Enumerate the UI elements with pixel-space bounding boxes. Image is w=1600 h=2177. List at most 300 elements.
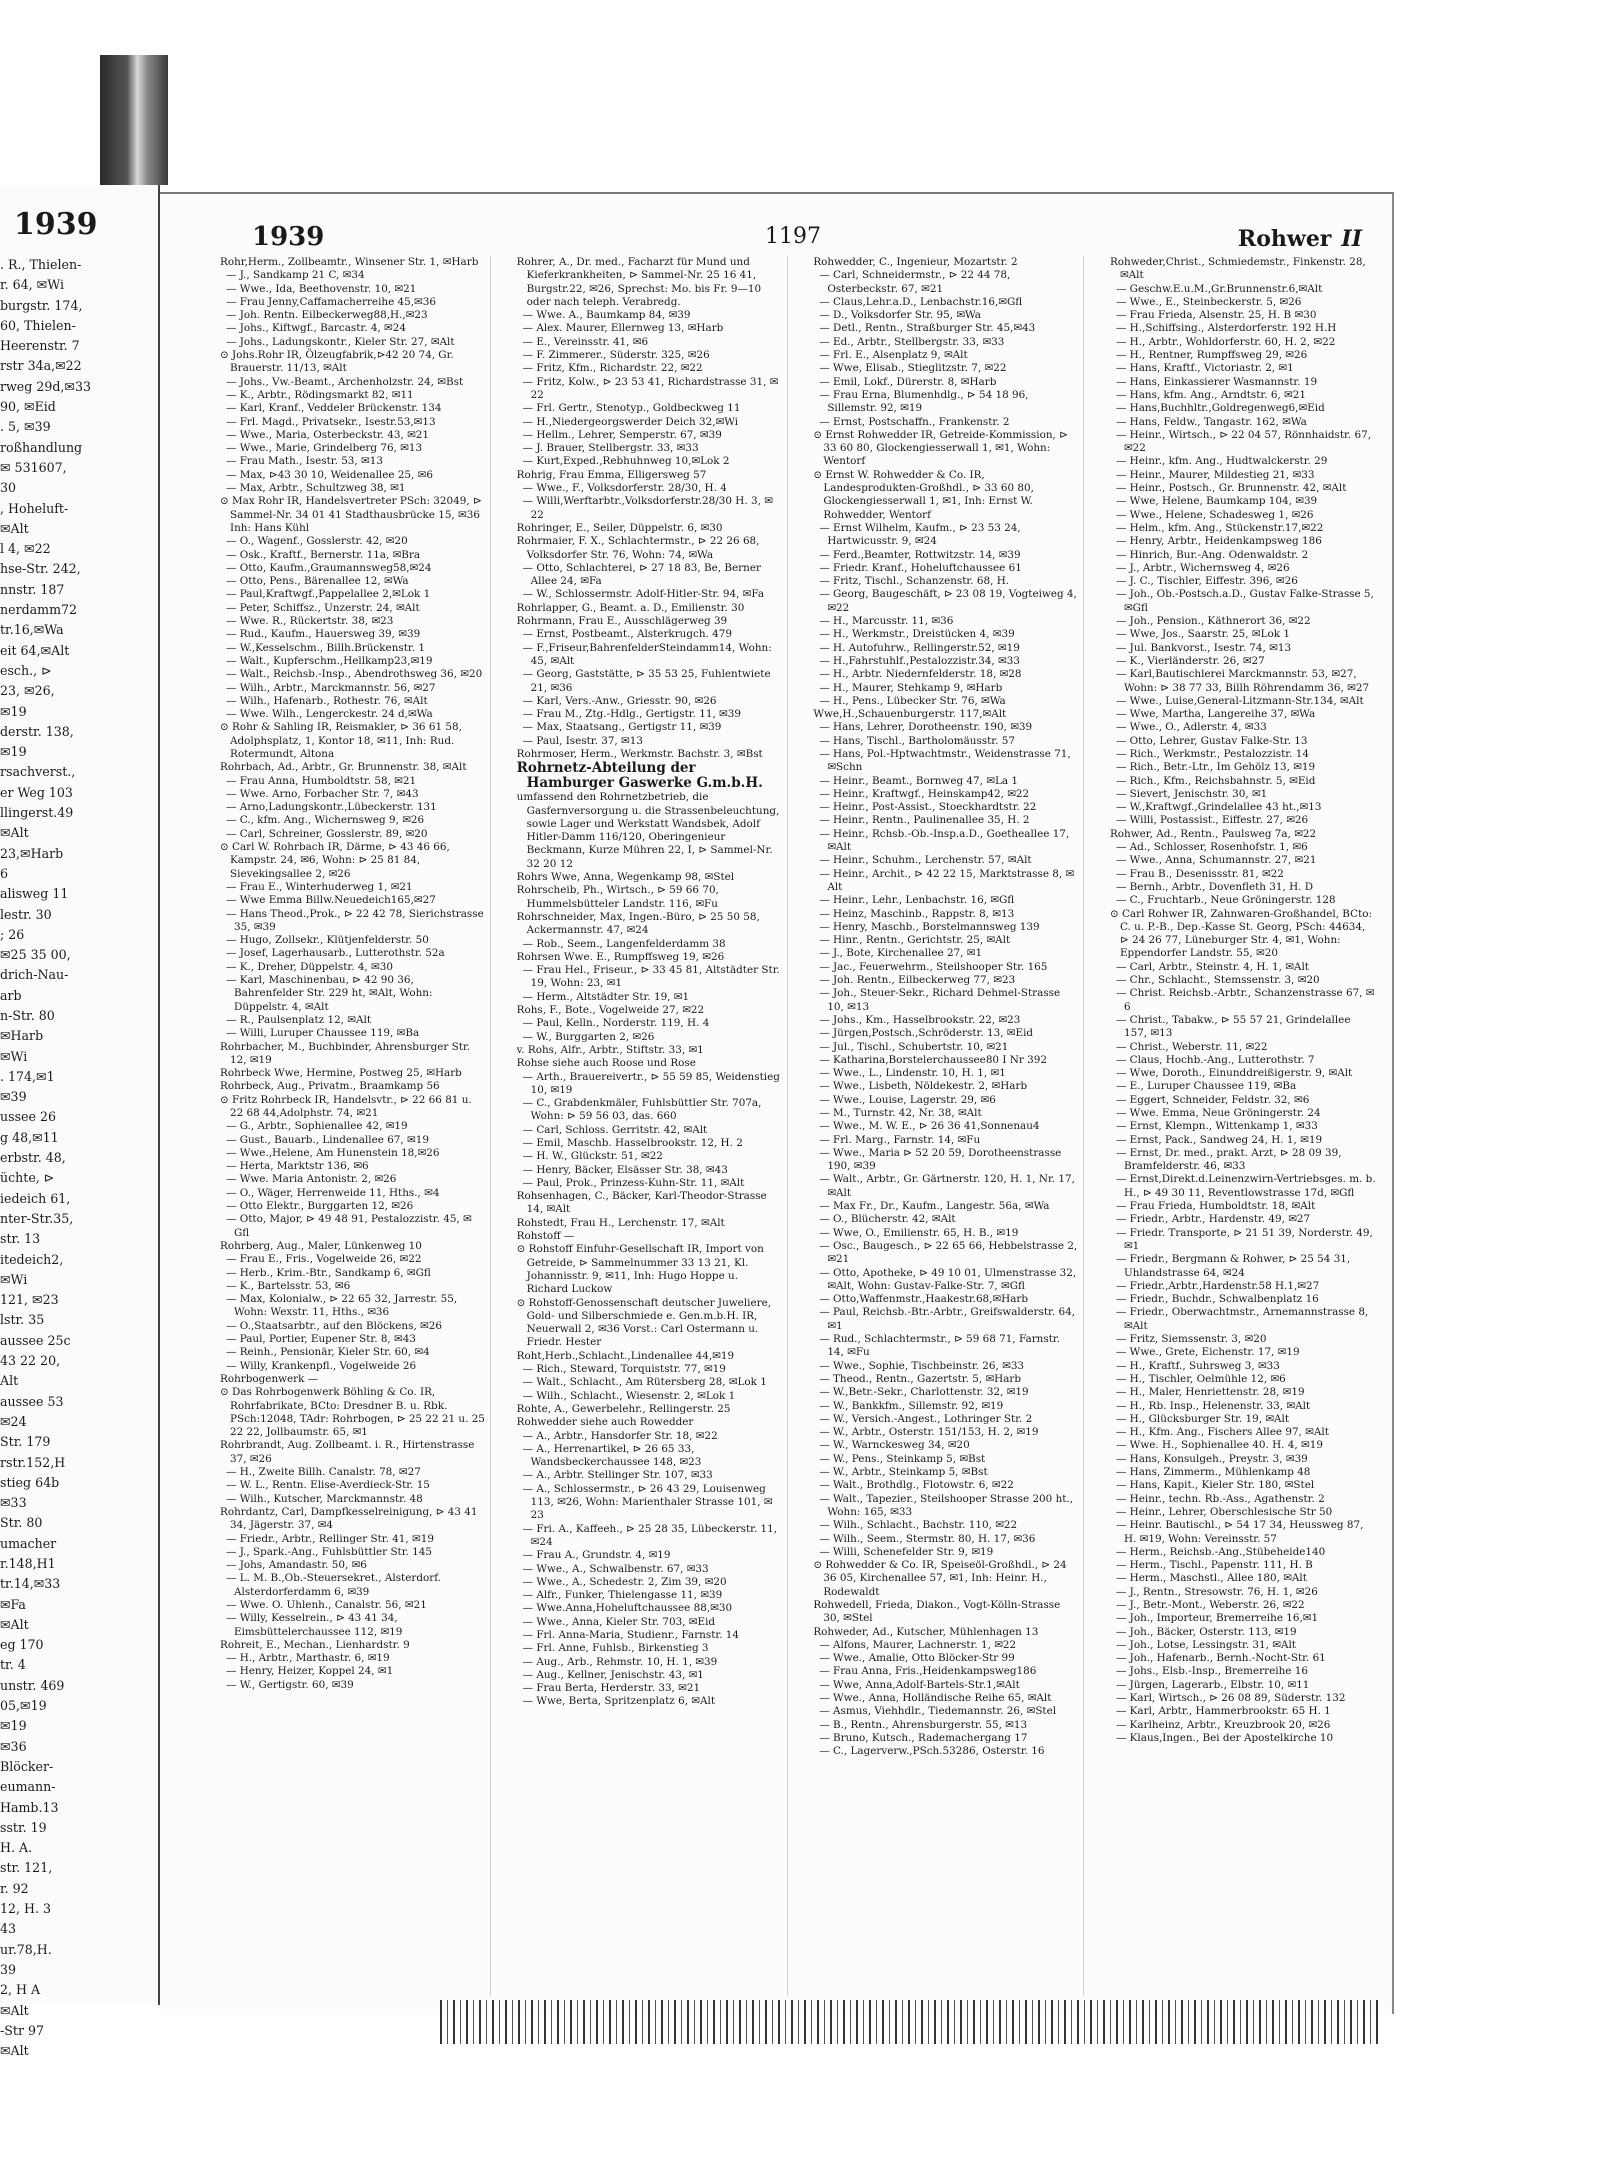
directory-entry: — Hans, Feldw., Tangastr. 162, ✉Wa (1115, 415, 1307, 428)
directory-entry: — Rich., Betr.-Ltr., Im Gehölz 13, ✉19 (1115, 761, 1316, 774)
directory-entry: — Karl, Vers.-Anw., Griesstr. 90, ✉26 (522, 694, 717, 707)
previous-page-line: 90, ✉Eid (0, 399, 56, 415)
directory-entry: — W., Bankkfm., Sillemstr. 92, ✉19 (819, 1399, 1004, 1412)
directory-entry: — Paul, Prok., Prinzess-Kuhn-Str. 11, ✉Alt (522, 1176, 745, 1189)
previous-page-line: str. 13 (0, 1231, 41, 1247)
directory-entry: — Wilh., Schlacht., Wiesenstr. 2, ✉Lok 1 (522, 1389, 736, 1402)
directory-entry: — Friedr.,Arbtr.,Hardenstr.58 H.1,✉27 (1115, 1279, 1320, 1292)
previous-page-line: Str. 179 (0, 1434, 51, 1450)
directory-entry: — Ad., Schlosser, Rosenhofstr. 1, ✉6 (1115, 841, 1308, 854)
directory-entry: — Jürgen, Lagerarb., Elbstr. 10, ✉11 (1115, 1678, 1310, 1691)
directory-entry: — Paul, Reichsb.-Btr.-Arbtr., Greifswalderstr. 64, ✉1 (819, 1306, 1075, 1332)
directory-entry: — Frl. E., Alsenplatz 9, ✉Alt (819, 349, 968, 362)
directory-entry: — Kurt,Exped.,Rebhuhnweg 10,✉Lok 2 (522, 455, 730, 468)
directory-entry: — Max Fr., Dr., Kaufm., Langestr. 56a, ✉Wa (819, 1200, 1050, 1213)
directory-entry: — Walt., Tapezier., Steilshooper Strasse 200 ht., Wohn: 165, ✉33 (819, 1492, 1074, 1518)
directory-entry: — Wwe., Lisbeth, Nöldekestr. 2, ✉Harb (819, 1080, 1028, 1093)
directory-entry: — Theod., Rentn., Gazertstr. 5, ✉Harb (819, 1372, 1022, 1385)
previous-page-line: aussee 53 (0, 1393, 64, 1409)
directory-entry: — H., Werkmstr., Dreistücken 4, ✉39 (819, 628, 1015, 641)
column-4 (1110, 256, 1380, 1996)
directory-entry: — Henry, Heizer, Koppel 24, ✉1 (226, 1665, 394, 1678)
directory-entry: — Frau Erna, Blumenhdlg., ⊳ 54 18 96, Sillemstr. 92, ✉19 (819, 388, 1029, 415)
directory-entry: — Wwe. A., Baumkamp 84, ✉39 (522, 309, 691, 322)
directory-entry: umfassend den Rohrnetzbetrieb, die Gasfernversorgung u. die Strassenbeleuchtung, sowie Lager und Werkstatt Wandsbek, Adolf Hitler-Damm 116/120, Oberingenieur Beckmann, Kurze Mühren 22, I, ⊳ Sammel-Nr. 32 20 12 (516, 791, 780, 870)
directory-entry: — Hinr., Rentn., Gerichtstr. 25, ✉Alt (819, 934, 1011, 947)
previous-page-line: ✉Wi (0, 1048, 28, 1064)
previous-page-line: eg 170 (0, 1637, 44, 1653)
directory-entry: — Wwe. R., Rückertstr. 38, ✉23 (226, 615, 394, 628)
previous-page-line: 30 (0, 480, 17, 496)
directory-entry: — H., Maler, Henriettenstr. 28, ✉19 (1115, 1386, 1305, 1399)
directory-entry: — Fritz, Kolw., ⊳ 23 53 41, Richardstrasse 31, ✉22 (522, 375, 779, 401)
directory-entry: — H.,Schiffsing., Alsterdorferstr. 192 H.H (1115, 322, 1337, 335)
directory-entry: — Joh., Hafenarb., Bernh.-Nocht-Str. 61 (1115, 1652, 1326, 1665)
previous-page-line: burgstr. 174, (0, 297, 83, 313)
directory-entry: — Carl, Schneidermstr., ⊳ 22 44 78, Osterbeckstr. 67, ✉21 (819, 269, 1011, 295)
directory-entry: — G., Arbtr., Sophienallee 42, ✉19 (226, 1120, 408, 1133)
directory-entry: — Wwe., Maria, Osterbeckstr. 43, ✉21 (226, 428, 430, 441)
directory-entry: — Joh., Steuer-Sekr., Richard Dehmel-Strasse 10, ✉13 (819, 987, 1061, 1013)
directory-entry: — Alfr., Funker, Thielengasse 11, ✉39 (522, 1589, 723, 1602)
previous-page-line: tr. 4 (0, 1657, 26, 1673)
directory-entry: — C., kfm. Ang., Wichernsweg 9, ✉26 (226, 814, 425, 827)
directory-entry: — Friedr. Transporte, ⊳ 21 51 39, Norderstr. 49, ✉1 (1115, 1226, 1373, 1252)
directory-entry: — Bruno, Kutsch., Rademachergang 17 (819, 1731, 1028, 1744)
directory-entry: — Joh., Bäcker, Osterstr. 113, ✉19 (1115, 1625, 1297, 1638)
directory-entry: — Ernst, Postbeamt., Alsterkrugch. 479 (522, 628, 732, 641)
directory-entry: — Heinr., Beamt., Bornweg 47, ✉La 1 (819, 774, 1018, 787)
directory-entry: — Friedr., Bergmann & Rohwer, ⊳ 25 54 31, Uhlandstrasse 64, ✉24 (1115, 1253, 1351, 1279)
directory-entry: — Joh. Rentn., Eilbeckerweg 77, ✉23 (819, 974, 1016, 987)
directory-entry: — Max, Kolonialw., ⊳ 22 65 32, Jarrestr. 55, Wohn: Wexstr. 11, Hths., ✉36 (226, 1293, 458, 1319)
previous-page-line: 60, Thielen- (0, 317, 76, 333)
directory-entry: — Wwe., Ida, Beethovenstr. 10, ✉21 (226, 282, 417, 295)
directory-entry: — Hans,Buchhltr.,Goldregenweg6,✉Eid (1115, 402, 1325, 415)
directory-page (160, 192, 1394, 2014)
directory-entry: — Rich., Kfm., Reichsbahnstr. 5, ✉Eid (1115, 774, 1316, 787)
previous-page-line: unstr. 469 (0, 1677, 65, 1693)
directory-entry: — Wwe. Maria Antonistr. 2, ✉26 (226, 1173, 397, 1186)
directory-entry: — Hans, Pol.-Hptwachtmstr., Weidenstrasse 71, ✉Schn (819, 747, 1071, 774)
previous-page-line: aussee 25c (0, 1332, 71, 1348)
directory-entry: — Wwe. Wilh., Lengerckestr. 24 d,✉Wa (226, 708, 433, 721)
directory-entry: — Otto, Major, ⊳ 49 48 91, Pestalozzistr. 45, ✉Gfl (226, 1213, 472, 1239)
directory-entry: — Ferd.,Beamter, Rottwitzstr. 14, ✉39 (819, 548, 1021, 561)
directory-entry: Rohrmann, Frau E., Ausschlägerweg 39 (516, 615, 728, 628)
directory-entry: Rohrdantz, Carl, Dampfkesselreinigung, ⊳ 43 41 34, Jägerstr. 37, ✉4 (220, 1505, 478, 1532)
directory-entry: — Christ., Tabakw., ⊳ 55 57 21, Grindelallee 157, ✉13 (1115, 1013, 1351, 1040)
directory-entry: — W. L., Rentn. Elise-Averdieck-Str. 15 (226, 1479, 430, 1492)
previous-page-line: ✉39 (0, 1089, 27, 1105)
previous-page-line: Alt (0, 1373, 19, 1389)
directory-entry: — F.,Friseur,BahrenfelderSteindamm14, Wohn: 45, ✉Alt (522, 641, 772, 667)
previous-page-line: stieg 64b (0, 1474, 60, 1490)
directory-entry: Rohwedell, Frieda, Diakon., Vogt-Kölln-Strasse 30, ✉Stel (813, 1598, 1061, 1625)
directory-entry: — O.,Staatsarbtr., auf den Blöckens, ✉26 (226, 1319, 442, 1332)
directory-entry: — Wwe., O., Adlerstr. 4, ✉33 (1115, 721, 1267, 734)
directory-entry: — Frau E., Winterhuderweg 1, ✉21 (226, 880, 413, 893)
directory-entry: — H., Glücksburger Str. 19, ✉Alt (1115, 1412, 1290, 1425)
directory-entry: — Otto, Pens., Bärenallee 12, ✉Wa (226, 575, 409, 588)
directory-entry: — Max, Staatsang., Gertigstr 11, ✉39 (522, 721, 722, 734)
directory-entry: — Wwe., Luise,General-Litzmann-Str.134, ✉Alt (1115, 694, 1364, 707)
directory-entry: Rohse siehe auch Roose und Rose (516, 1057, 696, 1070)
directory-entry: — H. W., Glückstr. 51, ✉22 (522, 1150, 663, 1163)
directory-entry: — Wwe, Jos., Saarstr. 25, ✉Lok 1 (1115, 628, 1290, 641)
directory-entry: — Gust., Bauarb., Lindenallee 67, ✉19 (226, 1133, 429, 1146)
directory-entry: — Heinr., Post-Assist., Stoeckhardtstr. 22 (819, 801, 1037, 814)
directory-entry: — Paul, Isestr. 37, ✉13 (522, 734, 643, 747)
directory-entry: ⊙ Johs.Rohr IR, Ölzeugfabrik,⊳42 20 74, Gr. Brauerstr. 11/13, ✉Alt (220, 349, 454, 375)
directory-entry: — Wwe, Anna,Adolf-Bartels-Str.1,✉Alt (819, 1678, 1020, 1691)
directory-entry: — Heinr., Lehrer, Oberschlesische Str 50 (1115, 1505, 1333, 1518)
directory-entry: — J., Bote, Kirchenallee 27, ✉1 (819, 947, 983, 960)
scan-edge-artifact (440, 2000, 1380, 2044)
previous-page-line: 23, ✉26, (0, 683, 55, 699)
running-head-section: II (1341, 226, 1362, 252)
directory-entry: — Wwe., Grete, Eichenstr. 17, ✉19 (1115, 1346, 1300, 1359)
directory-entry: — H., Tischler, Oelmühle 12, ✉6 (1115, 1372, 1286, 1385)
directory-entry: Wwe,H.,Schauenburgerstr. 117,✉Alt (813, 708, 1007, 721)
previous-page-line: ✉19 (0, 744, 27, 760)
directory-entry: — Helm., kfm. Ang., Stückenstr.17,✉22 (1115, 521, 1324, 534)
directory-entry: — Frau Berta, Herderstr. 33, ✉21 (522, 1682, 701, 1695)
directory-entry: — Jul., Tischl., Schubertstr. 10, ✉21 (819, 1040, 1009, 1053)
directory-entry: — Heinr., kfm. Ang., Hudtwalckerstr. 29 (1115, 455, 1328, 468)
directory-entry: — Henry, Maschb., Borstelmannsweg 139 (819, 920, 1040, 933)
directory-entry: — W., Pens., Steinkamp 5, ✉Bst (819, 1452, 986, 1465)
directory-entry: — K., Dreher, Düppelstr. 4, ✉30 (226, 960, 393, 973)
previous-page-line: rstr 34a,✉22 (0, 358, 82, 374)
directory-entry: — Aug., Kellner, Jenischstr. 43, ✉1 (522, 1668, 704, 1681)
directory-entry: — L. M. B.,Ob.-Steuersekret., Alsterdorf. Alsterdorferdamm 6, ✉39 (226, 1572, 442, 1598)
directory-entry: — Carl, Schreiner, Gosslerstr. 89, ✉20 (226, 827, 428, 840)
previous-page-line: ✉Alt (0, 1616, 29, 1632)
directory-entry: — Heinr., Postsch., Gr. Brunnenstr. 42, ✉Alt (1115, 482, 1347, 495)
directory-entry: — Hans, kfm. Ang., Arndtstr. 6, ✉21 (1115, 388, 1306, 401)
directory-entry: — Alfons, Maurer, Lachnerstr. 1, ✉22 (819, 1638, 1017, 1651)
previous-page-line: 12, H. 3 (0, 1901, 52, 1917)
directory-entry: — Friedr., Arbtr., Hardenstr. 49, ✉27 (1115, 1213, 1311, 1226)
directory-entry: — Friedr., Oberwachtmstr., Arnemannstrasse 8, ✉Alt (1115, 1306, 1369, 1332)
previous-page-line: arb (0, 987, 22, 1003)
directory-entry: — Christ. Reichsb.-Arbtr., Schanzenstrasse 67, ✉6 (1115, 987, 1375, 1013)
directory-entry: — C., Grabdenkmäler, Fuhlsbüttler Str. 707a, Wohn: ⊳ 59 56 03, das. 660 (522, 1097, 762, 1123)
previous-page-line: tr.14,✉33 (0, 1576, 61, 1592)
previous-page-line: r.148,H1 (0, 1556, 56, 1571)
directory-entry: — H., Arbtr., Wohldorferstr. 60, H. 2, ✉22 (1115, 335, 1336, 348)
directory-entry: — Karl, Kranf., Veddeler Brückenstr. 134 (226, 402, 442, 415)
directory-entry: Rohrs Wwe, Anna, Wegenkamp 98, ✉Stel (516, 871, 735, 884)
directory-entry: — Henry, Bäcker, Elsässer Str. 38, ✉43 (522, 1163, 728, 1176)
directory-entry: — Walt., Schlacht., Am Rütersberg 28, ✉Lok 1 (522, 1376, 767, 1389)
directory-entry: — Henry, Arbtr., Heidenkampsweg 186 (1115, 535, 1322, 548)
directory-entry: — Frau Anna, Fris.,Heidenkampsweg186 (819, 1665, 1037, 1678)
directory-entry: — K., Arbtr., Rödingsmarkt 82, ✉11 (226, 388, 414, 401)
directory-entry: — Heinr., Schuhm., Lerchenstr. 57, ✉Alt (819, 854, 1032, 867)
directory-entry: — Frl. Magd., Privatsekr., Isestr.53,✉13 (226, 415, 436, 428)
directory-entry: — Ernst, Dr. med., prakt. Arzt, ⊳ 28 09 39, Bramfelderstr. 46, ✉33 (1115, 1146, 1342, 1173)
directory-entry: — Rud., Schlachtermstr., ⊳ 59 68 71, Farnstr. 14, ✉Fu (819, 1333, 1061, 1359)
directory-entry: — Georg, Gaststätte, ⊳ 35 53 25, Fuhlentwiete 21, ✉36 (522, 668, 771, 694)
previous-page-line: derstr. 138, (0, 723, 74, 739)
directory-entry: Rohrmaier, F. X., Schlachtermstr., ⊳ 22 26 68, Volksdorfer Str. 76, Wohn: 74, ✉Wa (516, 535, 760, 561)
directory-entry: — Joh., Importeur, Bremerreihe 16,✉1 (1115, 1612, 1319, 1625)
directory-entry: Rohwer, Ad., Rentn., Paulsweg 7a, ✉22 (1109, 827, 1317, 840)
directory-entry: — Johs., Ladungskontr., Kieler Str. 27, ✉Alt (226, 335, 455, 348)
previous-page-line: eit 64,✉Alt (0, 642, 70, 658)
directory-entry: Rohr,Herm., Zollbeamtr., Winsener Str. 1, ✉Harb (220, 256, 479, 268)
directory-entry: Rohweder, Ad., Kutscher, Mühlenhagen 13 (813, 1625, 1039, 1638)
previous-page-line: r. 92 (0, 1880, 29, 1896)
directory-entry: Roht,Herb.,Schlacht.,Lindenallee 44,✉19 (516, 1349, 735, 1362)
directory-entry: — Heinr., Maurer, Mildestieg 21, ✉33 (1115, 468, 1315, 481)
directory-entry: Rohstoff — (516, 1230, 575, 1243)
directory-entry: Rohs, F., Bote., Vogelweide 27, ✉22 (516, 1004, 705, 1017)
previous-page-line: 121, ✉23 (0, 1292, 59, 1308)
previous-page-line: str. 121, (0, 1860, 53, 1876)
directory-entry: — Carl, Schloss. Gerritstr. 42, ✉Alt (522, 1123, 708, 1136)
directory-entry: — J. C., Tischler, Eiffestr. 396, ✉26 (1115, 575, 1298, 588)
directory-entry: — Friedr., Buchdr., Schwalbenplatz 16 (1115, 1293, 1319, 1306)
directory-entry: — F. Zimmerer., Süderstr. 325, ✉26 (522, 349, 710, 362)
directory-entry: Rohrscheib, Ph., Wirtsch., ⊳ 59 66 70, Hummelsbütteler Landstr. 116, ✉Fu (516, 884, 719, 910)
previous-page-line: esch., ⊳ (0, 662, 52, 678)
directory-entry: — A., Arbtr., Hansdorfer Str. 18, ✉22 (522, 1429, 718, 1442)
directory-entry: — Herm., Tischl., Papenstr. 111, H. B (1115, 1559, 1313, 1572)
directory-entry: — O., Wagenf., Gosslerstr. 42, ✉20 (226, 535, 408, 548)
previous-page-line: sstr. 19 (0, 1819, 47, 1835)
previous-page-line: ✉Wi (0, 1271, 28, 1287)
directory-entry: — Johs., Vw.-Beamt., Archenholzstr. 24, ✉Bst (226, 375, 464, 388)
previous-page-line: g 48,✉11 (0, 1129, 59, 1145)
directory-entry: Rohrberg, Aug., Maler, Lünkenweg 10 (220, 1239, 422, 1252)
previous-page-line: ✉36 (0, 1738, 27, 1754)
previous-page-line: itedeich2, (0, 1251, 64, 1267)
previous-page-line: ✉19 (0, 703, 27, 719)
previous-page-line: Heerenstr. 7 (0, 338, 80, 354)
directory-entry: — H., Marcusstr. 11, ✉36 (819, 615, 954, 628)
directory-entry: — W.,Kraftwgf.,Grindelallee 43 ht.,✉13 (1115, 801, 1322, 814)
directory-entry: — A., Schlossermstr., ⊳ 26 43 29, Louisenweg 113, ✉26, Wohn: Marienthaler Strasse 101, ✉23 (522, 1482, 773, 1522)
previous-page-line: roßhandlung (0, 439, 83, 455)
previous-page-line: ✉25 35 00, (0, 947, 71, 963)
directory-entry: — Walt., Kupferschm.,Hellkamp23,✉19 (226, 654, 433, 667)
directory-entry: — H., Pens., Lübecker Str. 76, ✉Wa (819, 694, 1006, 707)
directory-entry: — R., Paulsenplatz 12, ✉Alt (226, 1013, 371, 1026)
directory-entry: — W., Versich.-Angest., Lothringer Str. 2 (819, 1412, 1033, 1425)
directory-entry: — D., Volksdorfer Str. 95, ✉Wa (819, 309, 981, 322)
directory-entry: — Hellm., Lehrer, Semperstr. 67, ✉39 (522, 428, 722, 441)
running-head (1238, 226, 1362, 252)
previous-page-line: ur.78,H. (0, 1941, 52, 1957)
directory-entry: — Wwe., A., Schwalbenstr. 67, ✉33 (522, 1562, 709, 1575)
directory-entry: — Fritz, Tischl., Schanzenstr. 68, H. (819, 575, 1010, 588)
directory-entry: — Wilh., Schlacht., Bachstr. 110, ✉22 (819, 1519, 1018, 1532)
directory-entry: — Herm., Maschstl., Allee 180, ✉Alt (1115, 1572, 1307, 1585)
directory-entry: — Frau Anna, Humboldtstr. 58, ✉21 (226, 774, 417, 787)
directory-entry: — Herta, Marktstr 136, ✉6 (226, 1160, 369, 1173)
directory-entry: — A., Herrenartikel, ⊳ 26 65 33, Wandsbeckerchaussee 148, ✉23 (522, 1442, 702, 1469)
directory-entry: — Wilh., Arbtr., Marckmannstr. 56, ✉27 (226, 681, 436, 694)
directory-entry: — Katharina,Borstelerchaussee80 I Nr 392 (819, 1053, 1047, 1066)
previous-page-line: -Str 97 (0, 2022, 44, 2038)
directory-entry: — Hans, Kapit., Kieler Str. 180, ✉Stel (1115, 1479, 1315, 1492)
directory-entry: — Reinh., Pensionär, Kieler Str. 60, ✉4 (226, 1346, 430, 1359)
directory-entry: — Claus, Hochb.-Ang., Lutterothstr. 7 (1115, 1053, 1315, 1066)
directory-entry: — Joh., Pension., Käthnerort 36, ✉22 (1115, 615, 1311, 628)
directory-entry: Rohsenhagen, C., Bäcker, Karl-Theodor-Strasse 14, ✉Alt (516, 1190, 767, 1216)
directory-entry: — W., Schlossermstr. Adolf-Hitler-Str. 94, ✉Fa (522, 588, 765, 601)
directory-entry: — Wilh., Seem., Stermstr. 80, H. 17, ✉36 (819, 1532, 1036, 1545)
directory-entry: — Arth., Brauereivertr., ⊳ 55 59 85, Weidenstieg 10, ✉19 (522, 1070, 780, 1096)
previous-page-line: ✉24 (0, 1413, 27, 1429)
directory-entry: Rohrlapper, G., Beamt. a. D., Emilienstr. 30 (516, 601, 745, 614)
directory-entry: — Karl, Wirtsch., ⊳ 26 08 89, Süderstr. 132 (1115, 1692, 1346, 1705)
directory-entry: ⊙ Ernst W. Rohwedder & Co. IR, Landesprodukten-Großhdl., ⊳ 33 60 80, Glockengiesserwall 1, ✉1, Inh: Ernst W. Rohwedder, Wentorf (813, 468, 1034, 521)
directory-entry: — Karl, Maschinenbau, ⊳ 42 90 36, Bahrenfelder Str. 229 ht, ✉Alt, Wohn: Düppelstr. 4, ✉Alt (226, 974, 433, 1013)
directory-entry: ⊙ Carl W. Rohrbach IR, Därme, ⊳ 43 46 66, Kampstr. 24, ✉6, Wohn: ⊳ 25 81 84, Sievekingsallee 2, ✉26 (220, 841, 450, 880)
directory-entry: — Hans, Kraftf., Victoriastr. 2, ✉1 (1115, 362, 1294, 375)
directory-entry: — Heinr., Wirtsch., ⊳ 22 04 57, Rönnhaidstr. 67, ✉22 (1115, 428, 1372, 455)
directory-entry: — Wilh., Hafenarb., Rothestr. 76, ✉Alt (226, 694, 428, 707)
page-number: 1197 (765, 224, 821, 249)
directory-entry: — Heinr. Bautischl., ⊳ 54 17 34, Heussweg 87, H. ✉19, Wohn: Vereinsstr. 57 (1115, 1519, 1364, 1545)
directory-entry: — Joh., Lotse, Lessingstr. 31, ✉Alt (1115, 1638, 1296, 1651)
directory-entry: — Frau Math., Isestr. 53, ✉13 (226, 455, 383, 468)
directory-entry: — H., Rentner, Rumpffsweg 29, ✉26 (1115, 349, 1308, 362)
directory-entry: — E., Luruper Chaussee 119, ✉Ba (1115, 1080, 1297, 1093)
directory-entry: — Rich., Steward, Torquiststr. 77, ✉19 (522, 1363, 726, 1376)
directory-entry: — Paul,Kraftwgf.,Pappelallee 2,✉Lok 1 (226, 588, 431, 601)
directory-entry: — H., Rb. Insp., Helenenstr. 33, ✉Alt (1115, 1399, 1311, 1412)
directory-entry: Rohrer, A., Dr. med., Facharzt für Mund und Kieferkrankheiten, ⊳ Sammel-Nr. 25 16 41, Burgstr.22, ✉26, Sprechst: Mo. bis Fr. 9—10 oder nach teleph. Verabredg. (516, 256, 762, 308)
directory-entry: — Wwe., Amalie, Otto Blöcker-Str 99 (819, 1652, 1015, 1665)
directory-entry: — Wwe. Emma, Neue Gröningerstr. 24 (1115, 1107, 1321, 1119)
directory-entry: — H.,Fahrstuhlf.,Pestalozzistr.34, ✉33 (819, 654, 1020, 667)
directory-entry: — Johs., Km., Hasselbrookstr. 22, ✉23 (819, 1013, 1021, 1026)
page-header (160, 214, 1392, 254)
directory-entry: — W., Warnckesweg 34, ✉20 (819, 1439, 970, 1452)
directory-entry: — Wwe, O., Emilienstr. 65, H. B., ✉19 (819, 1226, 1019, 1239)
previous-page-line: rstr.152,H (0, 1454, 66, 1470)
previous-page-line: l 4, ✉22 (0, 541, 51, 557)
directory-entry: — Eggert, Schneider, Feldstr. 32, ✉6 (1115, 1093, 1310, 1106)
directory-entry: ⊙ Max Rohr IR, Handelsvertreter PSch: 32049, ⊳ Sammel-Nr. 34 01 41 Stadthausbrücke 15, ✉36 Inh: Hans Kühl (220, 495, 482, 534)
directory-entry: — Jac., Feuerwehrm., Steilshooper Str. 165 (819, 960, 1048, 973)
previous-page-line: . 5, ✉39 (0, 419, 51, 435)
previous-page-line: ; 26 (0, 926, 25, 942)
directory-entry: Rohwedder, C., Ingenieur, Mozartstr. 2 (813, 256, 1018, 268)
directory-entry: — Jul. Bankvorst., Isestr. 74, ✉13 (1115, 641, 1292, 654)
directory-entry: — O., Wäger, Herrenweide 11, Hths., ✉4 (226, 1186, 440, 1199)
directory-entry: — Wwe., Maria ⊳ 52 20 59, Dorotheenstrasse 190, ✉39 (819, 1146, 1062, 1173)
previous-page-line: nter-Str.35, (0, 1210, 74, 1226)
previous-page-line: . 174,✉1 (0, 1068, 55, 1084)
directory-entry: — Ernst, Klempn., Wittenkamp 1, ✉33 (1115, 1120, 1318, 1133)
directory-entry: — M., Turnstr. 42, Nr. 38, ✉Alt (819, 1107, 982, 1119)
directory-entry: v. Rohs, Alfr., Arbtr., Stiftstr. 33, ✉1 (516, 1043, 704, 1056)
directory-entry: ⊙ Rohwedder & Co. IR, Speiseöl-Großhdl., ⊳ 24 36 05, Kirchenallee 57, ✉1, Inh: Heinr. H., Rodewaldt (813, 1559, 1067, 1598)
directory-entry: — Willi, Schenefelder Str. 9, ✉19 (819, 1545, 994, 1558)
directory-entry: — Hugo, Zollsekr., Klütjenfelderstr. 50 (226, 934, 429, 947)
directory-entry: ⊙ Rohstoff-Genossenschaft deutscher Juweliere, Gold- und Silberschmiede e. Gen.m.b.H. IR, Neuerwall 2, ✉36 Vorst.: Carl Ostermann u. Friedr. Hester (516, 1296, 772, 1349)
directory-entry: — J., Spark.-Ang., Fuhlsbüttler Str. 145 (226, 1545, 432, 1558)
directory-entry: — J., Sandkamp 21 C, ✉34 (226, 269, 365, 282)
directory-entry: — Detl., Rentn., Straßburger Str. 45,✉43 (819, 322, 1036, 335)
directory-entry: — Wwe, Elisab., Stieglitzstr. 7, ✉22 (819, 362, 1007, 375)
directory-entry: — Frl. Gertr., Stenotyp., Goldbeckweg 11 (522, 402, 741, 415)
directory-entry: — O., Blücherstr. 42, ✉Alt (819, 1213, 956, 1226)
directory-entry: — Max, ⊳43 30 10, Weidenallee 25, ✉6 (226, 468, 433, 481)
directory-entry: ⊙ Rohr & Sahling IR, Reismakler, ⊳ 36 61 58, Adolphsplatz, 1, Kontor 18, ✉11, Inh: Rud. Rotermundt, Altona (220, 721, 462, 760)
previous-page-line: lstr. 35 (0, 1312, 45, 1328)
directory-entry: — Wwe., E., Steinbeckerstr. 5, ✉26 (1115, 295, 1302, 308)
directory-entry: — W., Arbtr., Steinkamp 5, ✉Bst (819, 1466, 988, 1479)
directory-entry: — Hans, Tischl., Bartholomäusstr. 57 (819, 734, 1015, 747)
previous-page-line: erbstr. 48, (0, 1150, 66, 1166)
directory-entry: — Paul, Kelln., Norderstr. 119, H. 4 (522, 1017, 710, 1030)
directory-entry: — Karl,Bautischlerei Marckmannstr. 53, ✉27, Wohn: ⊳ 38 77 33, Billh Röhrendamm 36, ✉27 (1115, 668, 1370, 694)
directory-entry: — Willi, Luruper Chaussee 119, ✉Ba (226, 1027, 420, 1040)
directory-entry: — Walt., Arbtr., Gr. Gärtnerstr. 120, H. 1, Nr. 17, ✉Alt (819, 1173, 1075, 1199)
directory-entry: — Johs, Amandastr. 50, ✉6 (226, 1559, 367, 1572)
previous-page-line: rsachverst., (0, 764, 76, 780)
previous-page-line: r. 64, ✉Wi (0, 277, 64, 293)
directory-entry: — Heinr., Kraftwgf., Heinskamp42, ✉22 (819, 787, 1030, 800)
directory-entry: — Willi, Postassist., Eiffestr. 27, ✉26 (1115, 814, 1309, 827)
directory-entry: — Otto,Waffenmstr.,Haakestr.68,✉Harb (819, 1293, 1029, 1306)
directory-entry: — Hans, Konsulgeh., Preystr. 3, ✉39 (1115, 1452, 1308, 1465)
directory-entry: — Herm., Reichsb.-Ang.,Stübeheide140 (1115, 1545, 1326, 1558)
directory-entry: — Wwe. O. Uhlenh., Canalstr. 56, ✉21 (226, 1598, 427, 1611)
directory-entry: — Heinr., Archit., ⊳ 42 22 15, Marktstrasse 8, ✉Alt (819, 867, 1075, 893)
directory-entry: — Geschw.E.u.M.,Gr.Brunnenstr.6,✉Alt (1115, 282, 1323, 295)
directory-entry: — Hans, Lehrer, Dorotheenstr. 190, ✉39 (819, 721, 1033, 734)
previous-page-line: Str. 80 (0, 1515, 43, 1531)
directory-entry: — J., Betr.-Mont., Weberstr. 26, ✉22 (1115, 1598, 1305, 1611)
previous-page-line: 05,✉19 (0, 1698, 47, 1714)
directory-entry: — Willy, Krankenpfl., Vogelweide 26 (226, 1359, 417, 1372)
directory-entry: Rohrbacher, M., Buchbinder, Ahrensburger Str. 12, ✉19 (220, 1040, 471, 1066)
directory-entry: — B., Rentn., Ahrensburgerstr. 55, ✉13 (819, 1718, 1028, 1731)
directory-entry: — Hans, Zimmerm., Mühlenkamp 48 (1115, 1466, 1311, 1479)
directory-entry: — H., Zweite Billh. Canalstr. 78, ✉27 (226, 1466, 421, 1479)
directory-entry: — Frau A., Grundstr. 4, ✉19 (522, 1549, 671, 1562)
directory-entry: — Fri. A., Kaffeeh., ⊳ 25 28 35, Lübeckerstr. 11, ✉24 (522, 1522, 778, 1548)
directory-entry: — Alex. Maurer, Ellernweg 13, ✉Harb (522, 322, 724, 335)
directory-entry: — Karlheinz, Arbtr., Kreuzbrook 20, ✉26 (1115, 1718, 1331, 1731)
directory-entry: Rohte, A., Gewerbelehr., Rellingerstr. 25 (516, 1402, 731, 1415)
directory-entry: — Wwe, Helene, Baumkamp 104, ✉39 (1115, 495, 1318, 508)
directory-entry: — Frl. Marg., Farnstr. 14, ✉Fu (819, 1133, 981, 1146)
previous-page-line: alisweg 11 (0, 886, 69, 902)
directory-entry: — Ernst Wilhelm, Kaufm., ⊳ 23 53 24, Hartwicusstr. 9, ✉24 (819, 521, 1021, 548)
directory-entry: — W.,Betr.-Sekr., Charlottenstr. 32, ✉19 (819, 1386, 1029, 1399)
directory-entry: — Wwe., Marie, Grindelberg 76, ✉13 (226, 442, 423, 455)
directory-entry: — Fritz, Kfm., Richardstr. 22, ✉22 (522, 362, 703, 375)
directory-entry: — Otto, Schlachterei, ⊳ 27 18 83, Be, Berner Allee 24, ✉Fa (522, 561, 761, 588)
directory-entry: Rohrmoser, Herm., Werkmstr. Bachstr. 3, ✉Bst (516, 747, 763, 760)
directory-entry: — Fritz, Siemssenstr. 3, ✉20 (1115, 1333, 1267, 1346)
directory-entry: — Wwe., Helene, Schadesweg 1, ✉26 (1115, 508, 1314, 521)
previous-page-line: Hamb.13 (0, 1799, 59, 1815)
previous-page-line: ✉Alt (0, 2002, 29, 2018)
directory-entry: — Wwe., Anna, Holländische Reihe 65, ✉Alt (819, 1692, 1052, 1705)
directory-entry: — Frl. Anne, Fuhlsb., Birkenstieg 3 (522, 1642, 709, 1655)
previous-page-line: iedeich 61, (0, 1190, 71, 1206)
